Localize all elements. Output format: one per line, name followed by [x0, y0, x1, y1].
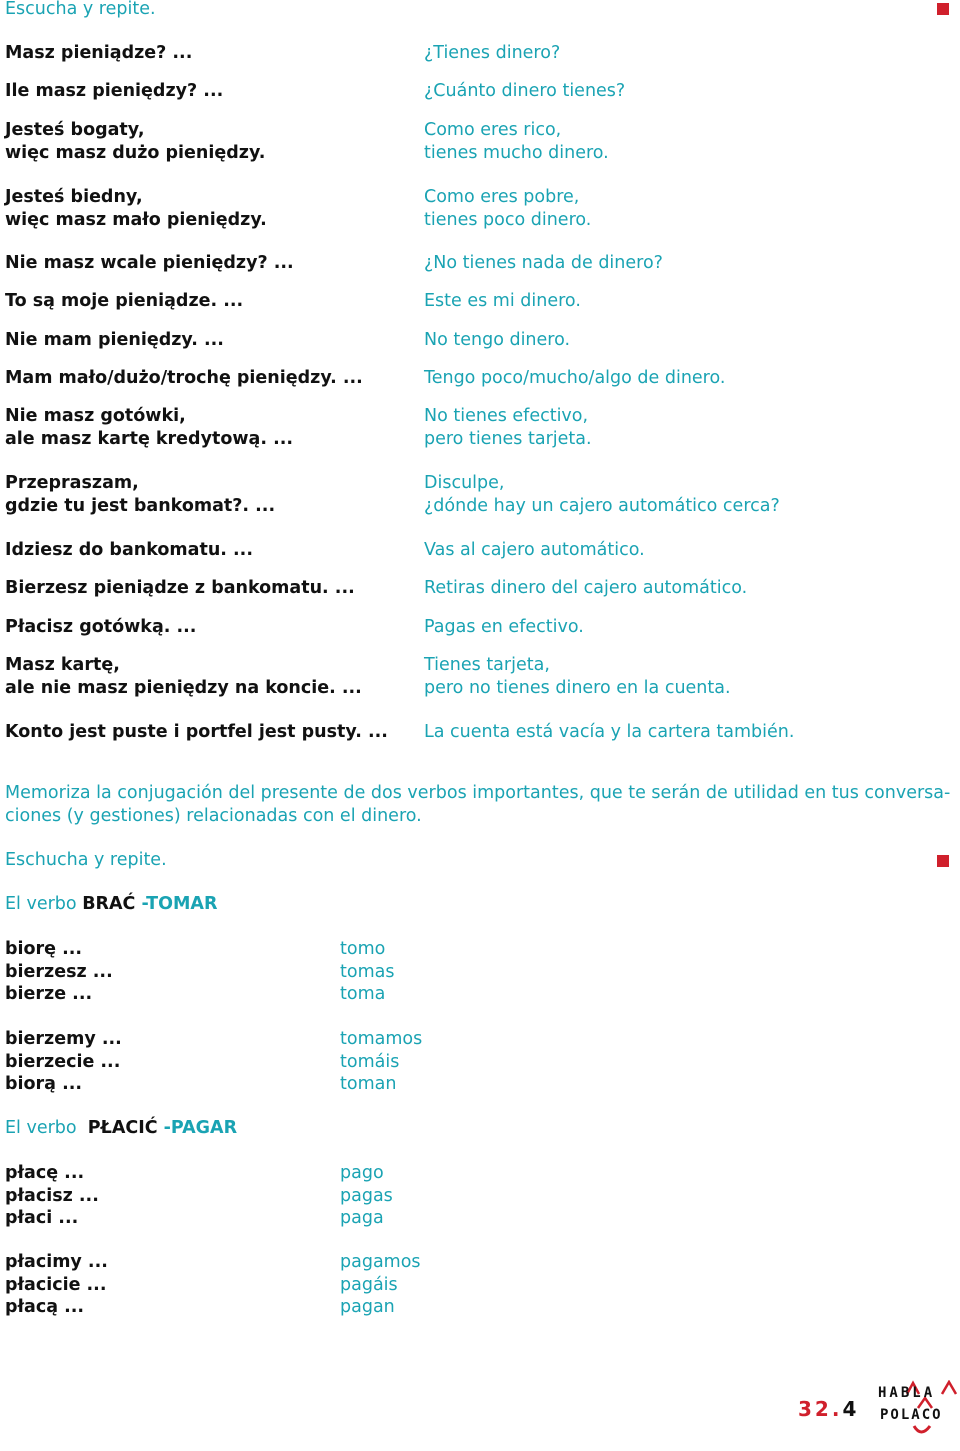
- phrase-pl: [5, 405, 415, 450]
- conj-form: biorą ...: [5, 1074, 83, 1094]
- phrase-es: [424, 539, 954, 562]
- phrase-pl-line: Nie mam pieniędzy. ...: [5, 330, 224, 350]
- phrase-pl-line: Nie masz wcale pieniędzy? ...: [5, 253, 294, 273]
- phrase-es-line: ¿Cuánto dinero tienes?: [424, 81, 626, 101]
- conj-translation: toma: [340, 984, 386, 1004]
- conj-translation: toman: [340, 1074, 397, 1094]
- conj-form: płacą ...: [5, 1297, 85, 1317]
- phrase-es-line: ¿No tienes nada de dinero?: [424, 253, 663, 273]
- phrase-es-line: Retiras dinero del cajero automático.: [424, 578, 748, 598]
- conj-form: płacę ...: [5, 1163, 85, 1183]
- conj-form: bierzesz ...: [5, 961, 113, 982]
- phrase-pl: [5, 252, 415, 275]
- phrase-es-line: Como eres rico,: [424, 120, 562, 140]
- phrase-pl: [5, 472, 415, 517]
- verb-heading-placic: [5, 1117, 237, 1140]
- phrase-pl-line: Masz kartę,: [5, 655, 120, 675]
- verb-es: -TOMAR: [135, 894, 218, 914]
- conj-translation: pagáis: [340, 1274, 398, 1295]
- phrase-pl-line: To są moje pieniądze. ...: [5, 291, 244, 311]
- phrase-pl: [5, 329, 415, 352]
- page-number-chapter: 32.: [798, 1397, 843, 1421]
- conj-placic-plural-es: [340, 1251, 421, 1319]
- phrase-es-line: Tengo poco/mucho/algo de dinero.: [424, 368, 726, 388]
- conj-form: płacimy ...: [5, 1252, 108, 1272]
- conj-brac-plural-es: [340, 1028, 422, 1096]
- phrase-es-line: pero no tienes dinero en la cuenta.: [424, 677, 731, 698]
- logo-text-bottom: POLACO: [880, 1407, 943, 1423]
- conj-translation: pagamos: [340, 1252, 421, 1272]
- phrase-es: [424, 472, 954, 517]
- phrase-pl: [5, 539, 415, 562]
- phrase-pl-line: Idziesz do bankomatu. ...: [5, 540, 253, 560]
- phrase-pl: [5, 654, 415, 699]
- phrase-pl-line: Nie masz gotówki,: [5, 406, 186, 426]
- phrase-es: [424, 616, 954, 639]
- verb-pl: BRAĆ: [82, 894, 136, 914]
- conj-placic-plural-pl: [5, 1251, 108, 1319]
- conj-placic-singular-es: [340, 1162, 393, 1230]
- phrase-pl-line: Bierzesz pieniądze z bankomatu. ...: [5, 578, 355, 598]
- conj-form: bierzemy ...: [5, 1029, 122, 1049]
- phrase-pl: [5, 616, 415, 639]
- memoriza-line-2: ciones (y gestiones) relacionadas con el dinero.: [5, 805, 422, 826]
- phrase-es: [424, 290, 954, 313]
- phrase-es: [424, 405, 954, 450]
- memoriza-line-1: Memoriza la conjugación del presente de dos verbos importantes, que te serán de utilidad en tus conversa-: [5, 783, 951, 803]
- phrase-pl-line: gdzie tu jest bankomat?. ...: [5, 495, 276, 516]
- conj-form: biorę ...: [5, 939, 83, 959]
- conj-translation: tomas: [340, 961, 395, 982]
- phrase-es-line: Tienes tarjeta,: [424, 655, 550, 675]
- phrase-es-line: Vas al cajero automático.: [424, 540, 645, 560]
- verb-heading-brac: [5, 893, 217, 916]
- phrase-pl: [5, 577, 415, 600]
- phrase-pl-line: Płacisz gotówką. ...: [5, 617, 197, 637]
- phrase-es: [424, 577, 954, 600]
- phrase-es-line: ¿Tienes dinero?: [424, 43, 561, 63]
- page-number-page: 4: [842, 1397, 860, 1421]
- phrase-es: [424, 42, 954, 65]
- verb-pl: PŁACIĆ: [87, 1118, 158, 1138]
- phrase-pl: [5, 367, 415, 390]
- conj-translation: tomamos: [340, 1029, 423, 1049]
- phrase-es-line: tienes mucho dinero.: [424, 142, 609, 163]
- phrase-pl-line: Ile masz pieniędzy? ...: [5, 81, 224, 101]
- conj-translation: tomo: [340, 939, 386, 959]
- phrase-pl: [5, 290, 415, 313]
- phrase-es-line: La cuenta está vacía y la cartera también.: [424, 722, 795, 742]
- instruction-listen-2: Eschucha y repite.: [5, 850, 167, 870]
- habla-polaco-logo: [874, 1380, 960, 1444]
- phrase-pl: [5, 42, 415, 65]
- phrase-pl: [5, 119, 415, 164]
- audio-marker-icon[interactable]: [937, 3, 949, 15]
- memoriza-paragraph: [5, 782, 955, 827]
- page-number: [798, 1398, 859, 1421]
- phrase-pl-line: Konto jest puste i portfel jest pusty. ...: [5, 722, 388, 742]
- verb-es: -PAGAR: [157, 1118, 238, 1138]
- phrase-es: [424, 721, 954, 744]
- phrase-es-line: Este es mi dinero.: [424, 291, 581, 311]
- conj-brac-singular-es: [340, 938, 394, 1006]
- conj-form: płacisz ...: [5, 1185, 99, 1206]
- phrase-pl-line: Jesteś bogaty,: [5, 120, 145, 140]
- conj-translation: pagan: [340, 1297, 395, 1317]
- conj-translation: paga: [340, 1208, 384, 1228]
- phrase-pl: [5, 80, 415, 103]
- conj-form: płacicie ...: [5, 1274, 107, 1295]
- phrase-es: [424, 329, 954, 352]
- phrase-es-line: ¿dónde hay un cajero automático cerca?: [424, 495, 780, 516]
- phrase-es: [424, 80, 954, 103]
- conj-brac-plural-pl: [5, 1028, 122, 1096]
- logo-smile: [914, 1426, 930, 1432]
- verb-prefix: El verbo: [5, 894, 83, 914]
- phrase-es: [424, 252, 954, 275]
- instruction-listen: Escucha y repite.: [5, 0, 156, 19]
- phrase-pl-line: ale nie masz pieniędzy na koncie. ...: [5, 677, 362, 698]
- phrase-es-line: No tienes efectivo,: [424, 406, 589, 426]
- phrase-es-line: Disculpe,: [424, 473, 505, 493]
- audio-marker-icon-2[interactable]: [937, 855, 949, 867]
- conj-translation: pagas: [340, 1185, 393, 1206]
- phrase-pl: [5, 186, 415, 231]
- logo-chevron-2: [942, 1382, 956, 1394]
- phrase-pl: [5, 721, 415, 744]
- phrase-es: [424, 186, 954, 231]
- phrase-pl-line: Masz pieniądze? ...: [5, 43, 193, 63]
- phrase-es-line: No tengo dinero.: [424, 330, 571, 350]
- phrase-pl-line: więc masz dużo pieniędzy.: [5, 142, 266, 163]
- phrase-es: [424, 119, 954, 164]
- conj-translation: tomáis: [340, 1051, 400, 1072]
- conj-translation: pago: [340, 1163, 384, 1183]
- phrase-es-line: tienes poco dinero.: [424, 209, 592, 230]
- phrase-pl-line: Jesteś biedny,: [5, 187, 143, 207]
- conj-form: bierzecie ...: [5, 1051, 121, 1072]
- phrase-pl-line: ale masz kartę kredytową. ...: [5, 428, 294, 449]
- phrase-pl-line: Mam mało/dużo/trochę pieniędzy. ...: [5, 368, 363, 388]
- phrase-pl-line: Przepraszam,: [5, 473, 139, 493]
- conj-form: bierze ...: [5, 984, 93, 1004]
- phrase-es: [424, 367, 954, 390]
- conj-brac-singular-pl: [5, 938, 113, 1006]
- conj-placic-singular-pl: [5, 1162, 99, 1230]
- phrase-es-line: pero tienes tarjeta.: [424, 428, 592, 449]
- conj-form: płaci ...: [5, 1208, 79, 1228]
- logo-text-top: HABLA: [878, 1385, 936, 1401]
- phrase-es-line: Pagas en efectivo.: [424, 617, 584, 637]
- phrase-es-line: Como eres pobre,: [424, 187, 580, 207]
- verb-prefix: El verbo: [5, 1118, 88, 1138]
- phrase-es: [424, 654, 954, 699]
- phrase-pl-line: więc masz mało pieniędzy.: [5, 209, 267, 230]
